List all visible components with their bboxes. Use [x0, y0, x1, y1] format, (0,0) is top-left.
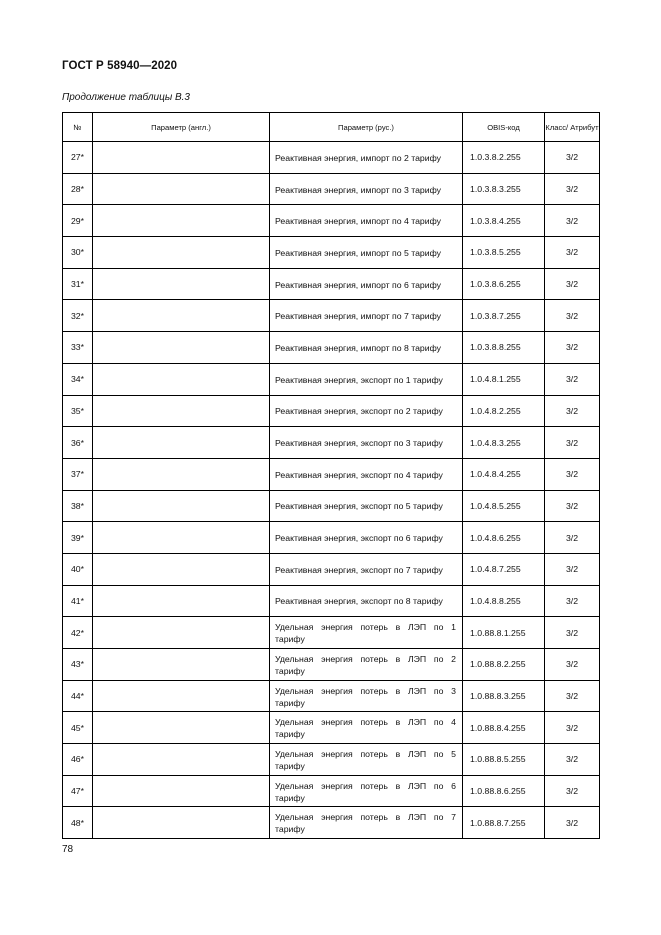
cell-class-attribute: 3/2 [545, 490, 600, 522]
cell-number: 38* [63, 490, 93, 522]
column-header-obis: OBIS-код [463, 113, 545, 142]
cell-class-attribute: 3/2 [545, 807, 600, 839]
cell-param-en [93, 744, 270, 776]
cell-class-attribute: 3/2 [545, 553, 600, 585]
cell-param-en [93, 173, 270, 205]
cell-class-attribute: 3/2 [545, 427, 600, 459]
table-row [63, 617, 600, 649]
cell-param-en [93, 522, 270, 554]
cell-param-en [93, 458, 270, 490]
cell-obis-code: 1.0.4.8.5.255 [463, 490, 545, 522]
column-header-number: № [63, 113, 93, 142]
cell-number: 40* [63, 553, 93, 585]
column-header-param-ru: Параметр (рус.) [270, 113, 463, 142]
cell-class-attribute: 3/2 [545, 300, 600, 332]
cell-param-en [93, 395, 270, 427]
cell-class-attribute: 3/2 [545, 522, 600, 554]
cell-number: 27* [63, 142, 93, 174]
cell-class-attribute: 3/2 [545, 617, 600, 649]
cell-class-attribute: 3/2 [545, 744, 600, 776]
cell-obis-code: 1.0.88.8.1.255 [463, 617, 545, 649]
cell-param-en [93, 490, 270, 522]
cell-param-ru: Реактивная энергия, импорт по 6 тарифу [270, 268, 463, 300]
cell-param-ru: Удельная энергия потерь в ЛЭП по 1 тарифу [270, 617, 463, 649]
cell-param-en [93, 300, 270, 332]
cell-param-ru: Реактивная энергия, экспорт по 6 тарифу [270, 522, 463, 554]
cell-number: 46* [63, 744, 93, 776]
cell-obis-code: 1.0.88.8.5.255 [463, 744, 545, 776]
cell-param-ru: Реактивная энергия, импорт по 4 тарифу [270, 205, 463, 237]
table-row [63, 268, 600, 300]
cell-param-en [93, 617, 270, 649]
cell-param-en [93, 142, 270, 174]
table-row [63, 649, 600, 681]
cell-param-ru: Реактивная энергия, экспорт по 3 тарифу [270, 427, 463, 459]
cell-obis-code: 1.0.3.8.2.255 [463, 142, 545, 174]
cell-class-attribute: 3/2 [545, 173, 600, 205]
cell-param-en [93, 237, 270, 269]
cell-class-attribute: 3/2 [545, 237, 600, 269]
cell-class-attribute: 3/2 [545, 142, 600, 174]
cell-obis-code: 1.0.4.8.2.255 [463, 395, 545, 427]
cell-number: 41* [63, 585, 93, 617]
cell-class-attribute: 3/2 [545, 332, 600, 364]
table-row [63, 744, 600, 776]
cell-obis-code: 1.0.3.8.6.255 [463, 268, 545, 300]
cell-class-attribute: 3/2 [545, 649, 600, 681]
cell-obis-code: 1.0.4.8.4.255 [463, 458, 545, 490]
cell-class-attribute: 3/2 [545, 712, 600, 744]
cell-number: 45* [63, 712, 93, 744]
cell-param-ru: Удельная энергия потерь в ЛЭП по 3 тарифу [270, 680, 463, 712]
cell-obis-code: 1.0.4.8.7.255 [463, 553, 545, 585]
cell-number: 37* [63, 458, 93, 490]
cell-param-ru: Реактивная энергия, импорт по 5 тарифу [270, 237, 463, 269]
cell-number: 30* [63, 237, 93, 269]
table-row [63, 712, 600, 744]
table-row [63, 807, 600, 839]
cell-param-ru: Реактивная энергия, экспорт по 8 тарифу [270, 585, 463, 617]
cell-number: 42* [63, 617, 93, 649]
table-header-row [63, 113, 600, 142]
cell-param-ru: Реактивная энергия, экспорт по 2 тарифу [270, 395, 463, 427]
cell-obis-code: 1.0.4.8.6.255 [463, 522, 545, 554]
cell-param-en [93, 332, 270, 364]
cell-param-en [93, 775, 270, 807]
cell-param-ru: Реактивная энергия, импорт по 2 тарифу [270, 142, 463, 174]
cell-param-ru: Реактивная энергия, экспорт по 7 тарифу [270, 553, 463, 585]
table-row [63, 205, 600, 237]
cell-param-ru: Удельная энергия потерь в ЛЭП по 4 тарифу [270, 712, 463, 744]
table-row [63, 680, 600, 712]
cell-param-en [93, 807, 270, 839]
cell-obis-code: 1.0.4.8.1.255 [463, 363, 545, 395]
cell-number: 39* [63, 522, 93, 554]
cell-class-attribute: 3/2 [545, 775, 600, 807]
cell-param-ru: Реактивная энергия, импорт по 3 тарифу [270, 173, 463, 205]
cell-obis-code: 1.0.4.8.3.255 [463, 427, 545, 459]
page-number: 78 [62, 844, 74, 855]
cell-param-en [93, 268, 270, 300]
cell-obis-code: 1.0.3.8.7.255 [463, 300, 545, 332]
cell-number: 28* [63, 173, 93, 205]
cell-obis-code: 1.0.88.8.6.255 [463, 775, 545, 807]
cell-obis-code: 1.0.3.8.8.255 [463, 332, 545, 364]
cell-param-ru: Удельная энергия потерь в ЛЭП по 5 тарифу [270, 744, 463, 776]
cell-param-en [93, 649, 270, 681]
cell-param-ru: Удельная энергия потерь в ЛЭП по 6 тарифу [270, 775, 463, 807]
cell-param-en [93, 363, 270, 395]
cell-number: 29* [63, 205, 93, 237]
cell-class-attribute: 3/2 [545, 268, 600, 300]
cell-number: 31* [63, 268, 93, 300]
cell-param-ru: Реактивная энергия, импорт по 8 тарифу [270, 332, 463, 364]
cell-obis-code: 1.0.3.8.3.255 [463, 173, 545, 205]
cell-class-attribute: 3/2 [545, 585, 600, 617]
cell-param-en [93, 680, 270, 712]
obis-table [62, 112, 600, 839]
cell-number: 34* [63, 363, 93, 395]
cell-param-en [93, 427, 270, 459]
cell-obis-code: 1.0.88.8.3.255 [463, 680, 545, 712]
cell-obis-code: 1.0.88.8.7.255 [463, 807, 545, 839]
cell-number: 36* [63, 427, 93, 459]
cell-obis-code: 1.0.4.8.8.255 [463, 585, 545, 617]
cell-obis-code: 1.0.3.8.5.255 [463, 237, 545, 269]
cell-number: 44* [63, 680, 93, 712]
table-row [63, 585, 600, 617]
cell-obis-code: 1.0.3.8.4.255 [463, 205, 545, 237]
table-row [63, 173, 600, 205]
table-row [63, 332, 600, 364]
cell-number: 35* [63, 395, 93, 427]
cell-param-en [93, 553, 270, 585]
table-row [63, 363, 600, 395]
table-row [63, 237, 600, 269]
cell-number: 33* [63, 332, 93, 364]
table-row [63, 458, 600, 490]
cell-obis-code: 1.0.88.8.4.255 [463, 712, 545, 744]
cell-param-ru: Реактивная энергия, экспорт по 5 тарифу [270, 490, 463, 522]
cell-class-attribute: 3/2 [545, 458, 600, 490]
cell-obis-code: 1.0.88.8.2.255 [463, 649, 545, 681]
table-row [63, 522, 600, 554]
table-row [63, 775, 600, 807]
column-header-param-en: Параметр (англ.) [93, 113, 270, 142]
cell-class-attribute: 3/2 [545, 680, 600, 712]
cell-param-ru: Реактивная энергия, экспорт по 1 тарифу [270, 363, 463, 395]
cell-param-en [93, 205, 270, 237]
cell-class-attribute: 3/2 [545, 395, 600, 427]
table-row [63, 553, 600, 585]
cell-param-ru: Удельная энергия потерь в ЛЭП по 2 тарифу [270, 649, 463, 681]
document-title: ГОСТ Р 58940—2020 [62, 60, 178, 72]
table-caption: Продолжение таблицы В.3 [62, 92, 190, 103]
table-row [63, 395, 600, 427]
cell-class-attribute: 3/2 [545, 205, 600, 237]
cell-param-ru: Реактивная энергия, импорт по 7 тарифу [270, 300, 463, 332]
table-row [63, 490, 600, 522]
cell-param-en [93, 585, 270, 617]
table-row [63, 427, 600, 459]
cell-param-en [93, 712, 270, 744]
cell-number: 48* [63, 807, 93, 839]
column-header-class-attribute: Класс/ Атрибут [545, 113, 600, 142]
table-row [63, 300, 600, 332]
cell-param-ru: Удельная энергия потерь в ЛЭП по 7 тарифу [270, 807, 463, 839]
cell-param-ru: Реактивная энергия, экспорт по 4 тарифу [270, 458, 463, 490]
cell-number: 47* [63, 775, 93, 807]
cell-number: 43* [63, 649, 93, 681]
table-row [63, 142, 600, 174]
cell-number: 32* [63, 300, 93, 332]
cell-class-attribute: 3/2 [545, 363, 600, 395]
